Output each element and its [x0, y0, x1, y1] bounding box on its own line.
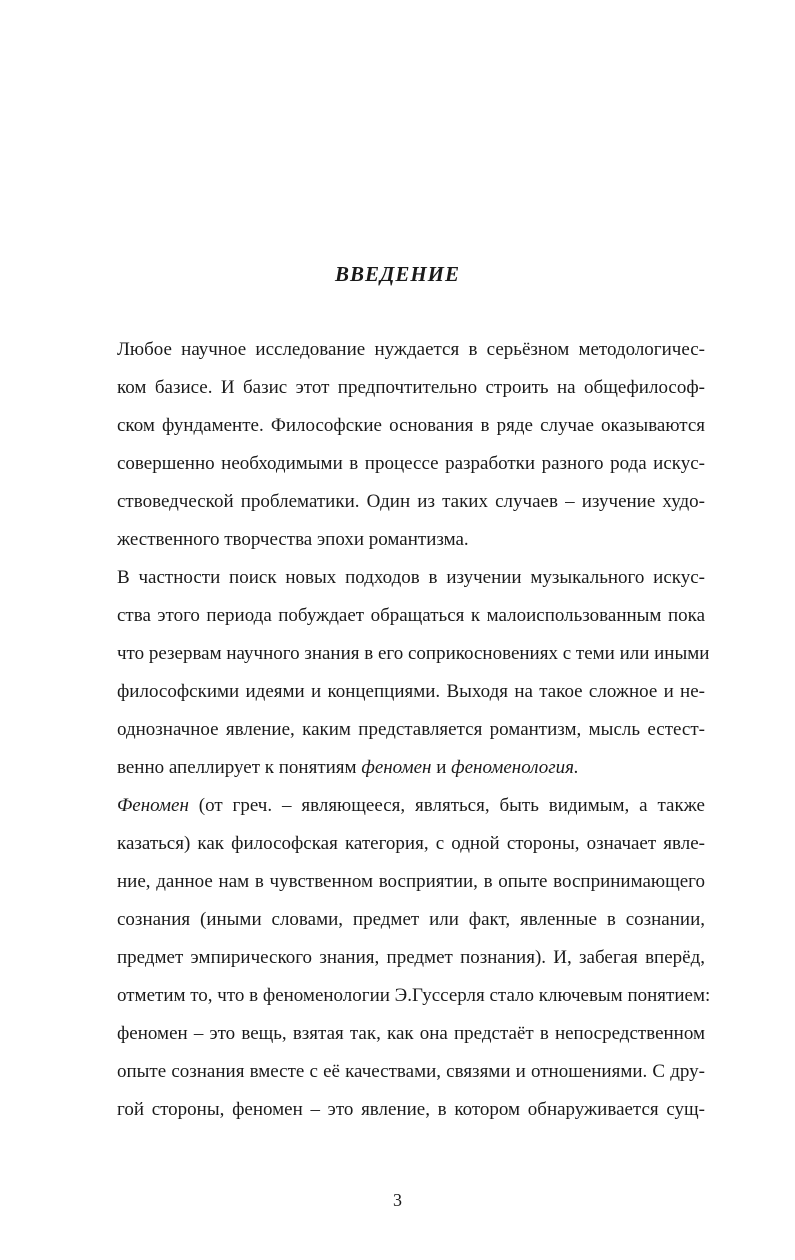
- text-line: феномен – это вещь, взятая так, как она предстаёт в непосредственном: [117, 1023, 705, 1044]
- chapter-title: ВВЕДЕНИЕ: [334, 262, 461, 286]
- text-line: сознания (иными словами, предмет или факт, явленные в сознании,: [117, 909, 705, 930]
- text-line: Любое научное исследование нуждается в серьёзном методологичес-: [117, 339, 705, 360]
- text-line: казаться) как философская категория, с одной стороны, означает явле-: [117, 833, 705, 854]
- text-line: что резервам научного знания в его соприкосновениях с теми или иными: [117, 643, 710, 664]
- text-line: ствоведческой проблематики. Один из таких случаев – изучение худо-: [117, 491, 705, 512]
- term-phenomenology: феноменология.: [451, 757, 579, 778]
- text-line: ском фундаменте. Философские основания в ряде случае оказываются: [117, 415, 705, 436]
- text-line: жественного творчества эпохи романтизма.: [117, 529, 469, 550]
- text-line: ние, данное нам в чувственном восприятии, в опыте воспринимающего: [117, 871, 705, 892]
- text-line: философскими идеями и концепциями. Выходя на такое сложное и не-: [117, 681, 705, 702]
- term-phenomenon: феномен: [361, 757, 432, 778]
- text-span: венно апеллирует к понятиям: [117, 757, 357, 778]
- text-line: предмет эмпирического знания, предмет познания). И, забегая вперёд,: [117, 947, 705, 968]
- term-phenomenon: Феномен: [117, 795, 189, 816]
- text-line: гой стороны, феномен – это явление, в котором обнаруживается сущ-: [117, 1099, 705, 1120]
- text-line: ства этого периода побуждает обращаться к малоиспользованным пока: [117, 605, 705, 626]
- text-line: В частности поиск новых подходов в изучении музыкального искус-: [117, 567, 705, 588]
- text-line: ком базисе. И базис этот предпочтительно строить на общефилософ-: [117, 377, 705, 398]
- text-line: однозначное явление, каким представляется романтизм, мысль естест-: [117, 719, 705, 740]
- page-number: 3: [393, 1190, 402, 1210]
- text-line: [117, 756, 705, 780]
- text-line: опыте сознания вместе с её качествами, связями и отношениями. С дру-: [117, 1061, 705, 1082]
- text-span: (от греч. – являющееся, являться, быть видимым, а также: [198, 795, 705, 816]
- text-span: и: [436, 757, 447, 778]
- text-line: совершенно необходимыми в процессе разработки разного рода искус-: [117, 453, 705, 474]
- text-line: [117, 794, 705, 818]
- text-line: отметим то, что в феноменологии Э.Гуссерля стало ключевым понятием:: [117, 985, 711, 1006]
